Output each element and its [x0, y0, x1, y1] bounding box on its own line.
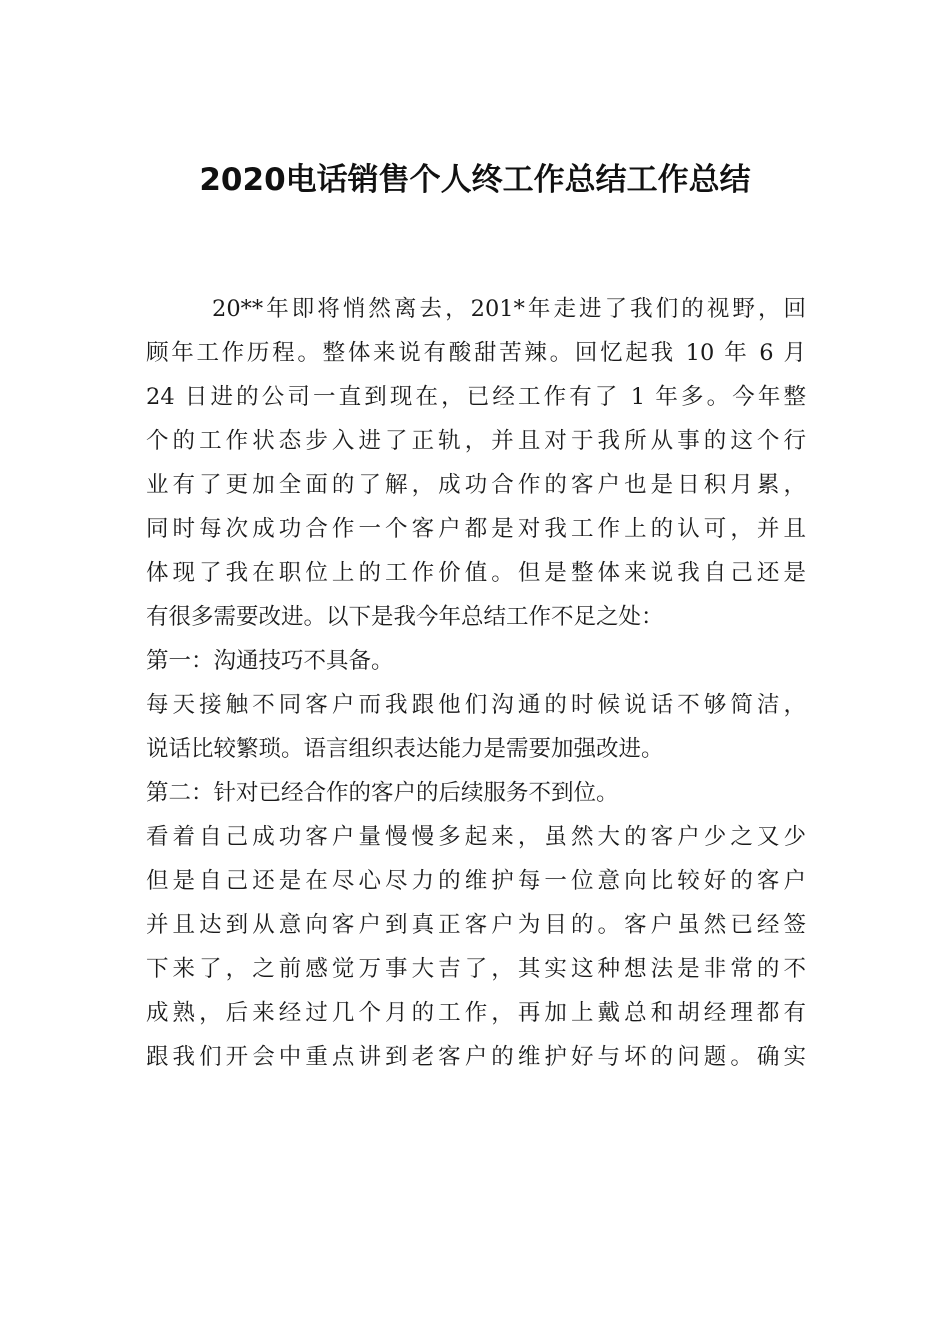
paragraph-line: 每天接触不同客户而我跟他们沟通的时候说话不够简洁，: [146, 692, 806, 718]
paragraph-line: 并且达到从意向客户到真正客户为目的。客户虽然已经签: [146, 912, 806, 938]
paragraph-line: 业有了更加全面的了解，成功合作的客户也是日积月累，: [146, 472, 806, 498]
paragraph-line: 看着自己成功客户量慢慢多起来，虽然大的客户少之又少: [146, 824, 806, 850]
paragraph-line: 但是自己还是在尽心尽力的维护每一位意向比较好的客户: [146, 868, 806, 894]
paragraph-line: 个的工作状态步入进了正轨，并且对于我所从事的这个行: [146, 428, 806, 454]
section-heading: 第二：针对已经合作的客户的后续服务不到位。: [146, 780, 619, 806]
paragraph-line: 体现了我在职位上的工作价值。但是整体来说我自己还是: [146, 560, 806, 586]
section-heading: 第一：沟通技巧不具备。: [146, 648, 394, 674]
paragraph-line: 24 日进的公司一直到现在，已经工作有了 1 年多。今年整: [146, 384, 806, 410]
paragraph-line: 有很多需要改进。以下是我今年总结工作不足之处：: [146, 604, 664, 630]
paragraph-line: 跟我们开会中重点讲到老客户的维护好与坏的问题。确实: [146, 1044, 806, 1070]
paragraph-line: 说话比较繁琐。语言组织表达能力是需要加强改进。: [146, 736, 664, 762]
paragraph-line: 下来了，之前感觉万事大吉了，其实这种想法是非常的不: [146, 956, 806, 982]
document-body: [146, 287, 806, 1079]
paragraph-line: 顾年工作历程。整体来说有酸甜苦辣。回忆起我 10 年 6 月: [146, 340, 806, 366]
paragraph-line: 同时每次成功合作一个客户都是对我工作上的认可，并且: [146, 516, 806, 542]
paragraph-line: 成熟，后来经过几个月的工作，再加上戴总和胡经理都有: [146, 1000, 806, 1026]
document-title: 2020电话销售个人终工作总结工作总结: [199, 162, 751, 198]
paragraph-line: 20**年即将悄然离去，201*年走进了我们的视野，回: [212, 296, 806, 322]
